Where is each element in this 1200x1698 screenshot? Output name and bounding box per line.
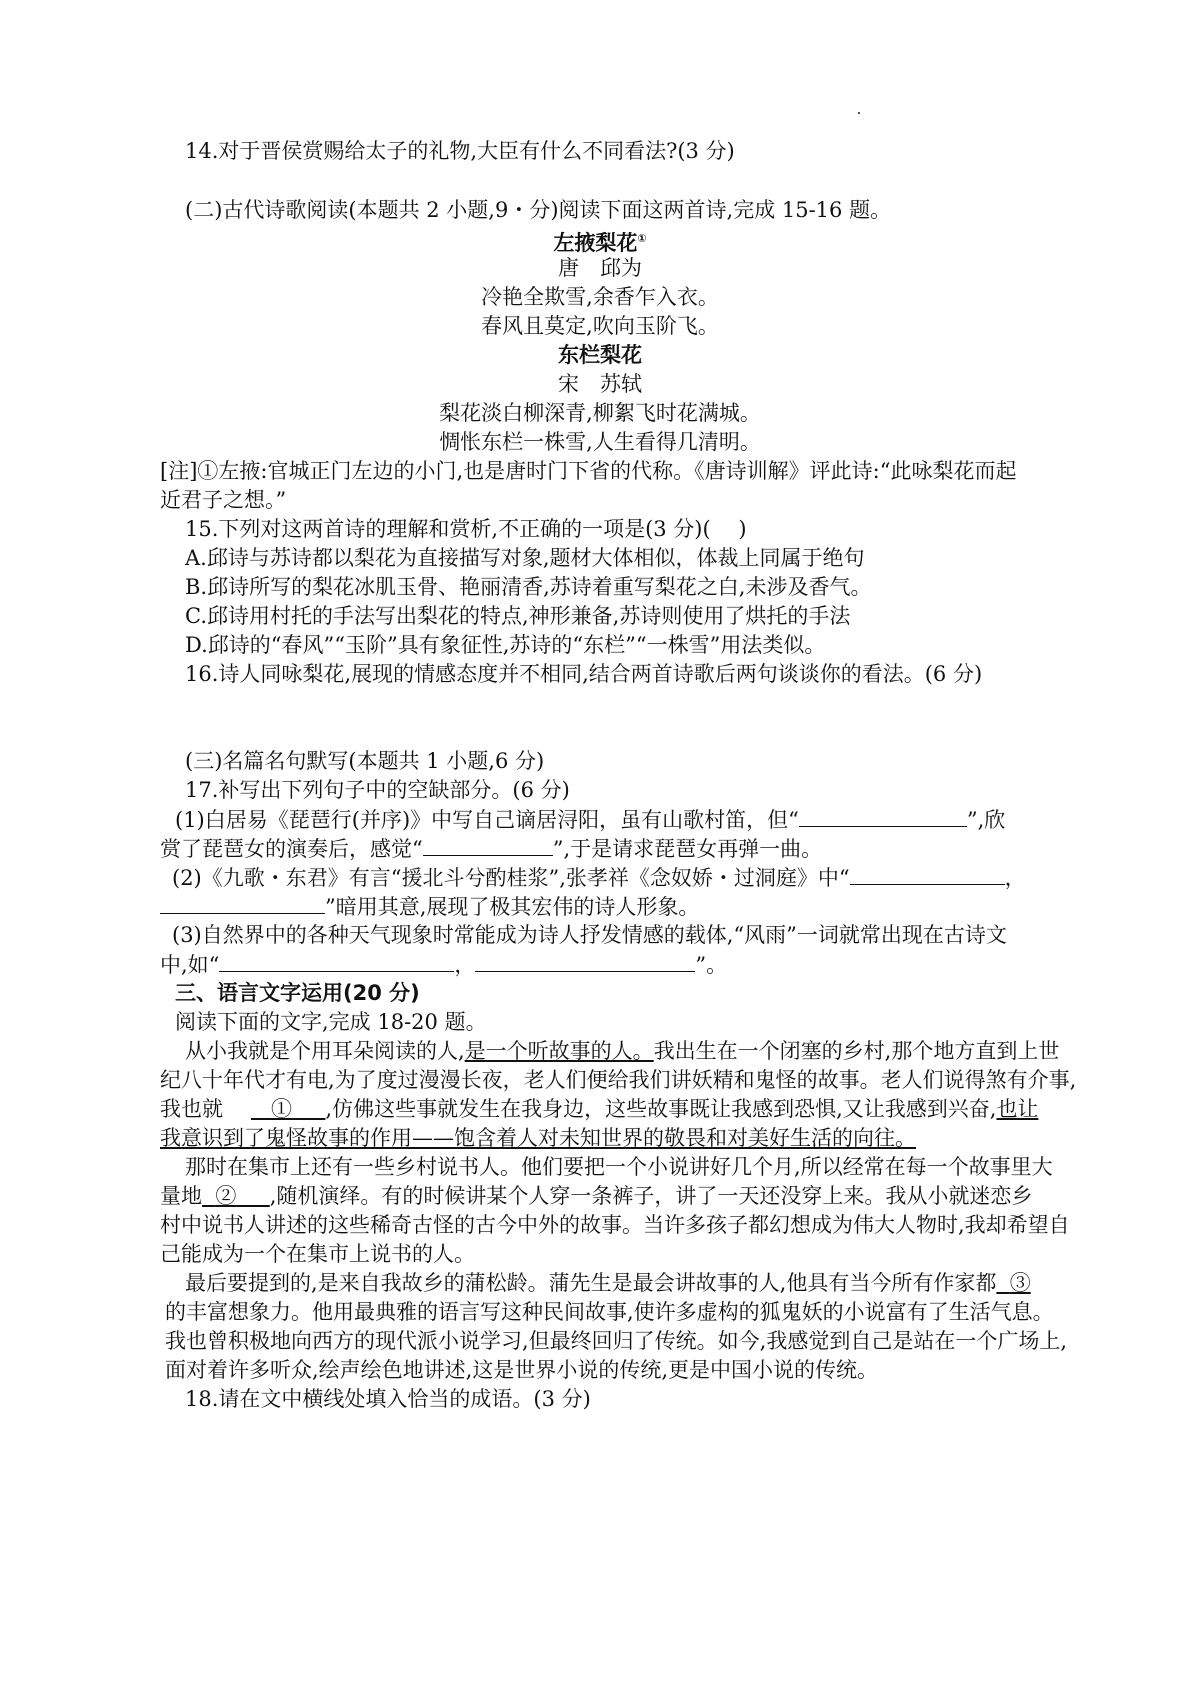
note-line-2: 近君子之想。”: [160, 488, 287, 512]
poem-1-title-text: 左掖梨花: [553, 231, 638, 255]
passage-p2-line-3: 村中说书人讲述的这些稀奇古怪的古今中外的故事。当许多孩子都幻想成为伟大人物时,我却希望自: [160, 1213, 1070, 1237]
part-3-header: 三、语言文字运用(20 分): [175, 981, 420, 1005]
poem-1-author: 唐 邱为: [558, 256, 642, 280]
question-15-stem: 15.下列对这两首诗的理解和赏析,不正确的一项是(3 分)( ): [185, 517, 747, 541]
answer-blank[interactable]: [475, 949, 695, 972]
question-17-part-3-line-1: (3)自然界中的各种天气现象时常能成为诗人抒发情感的载体,“风雨”一词就常出现在古诗文: [172, 923, 1007, 947]
passage-p3-line-4: 面对着许多听众,绘声绘色地讲述,这是世界小说的传统,更是中国小说的传统。: [165, 1358, 879, 1382]
blank-2[interactable]: ②: [215, 1184, 237, 1208]
passage-p1-line-1: 从小我就是个用耳朵阅读的人,是一个听故事的人。我出生在一个闭塞的乡村,那个地方直到上世: [185, 1039, 1060, 1063]
question-15-option-d: D.邱诗的“春风”“玉阶”具有象征性,苏诗的“东栏”“一株雪”用法类似。: [185, 633, 826, 657]
poem-2-author: 宋 苏轼: [558, 372, 642, 396]
passage-p1-line-3: 我也就 ① ,仿佛这些事就发生在我身边，这些故事既让我感到恐惧,又让我感到兴奋,也让: [160, 1097, 1039, 1121]
question-16: 16.诗人同咏梨花,展现的情感态度并不相同,结合两首诗歌后两句谈谈你的看法。(6 分): [185, 662, 983, 686]
question-17-part-3-line-2: 中,如“ ， ”。: [160, 949, 1065, 980]
question-17-part-2-line-1: (2)《九歌・东君》有言“援北斗兮酌桂浆”,张孝祥《念奴娇・过洞庭》中“ ，: [172, 862, 1065, 893]
passage-p3-line-2: 的丰富想象力。他用最典雅的语言写这种民间故事,使许多虚构的狐鬼妖的小说富有了生活气息。: [165, 1300, 1054, 1324]
passage-p1-line-4: 我意识到了鬼怪故事的作用——饱含着人对未知世界的敬畏和对美好生活的向往。: [160, 1126, 916, 1150]
answer-blank[interactable]: [850, 862, 1005, 885]
scan-dot: [858, 112, 860, 114]
passage-p2-line-4: 己能成为一个在集市上说书的人。: [160, 1242, 475, 1266]
poem-1-note-mark: ①: [637, 232, 647, 245]
question-15-option-c: C.邱诗用村托的手法写出梨花的特点,神形兼备,苏诗则使用了烘托的手法: [185, 604, 851, 628]
question-17-stem: 17.补写出下列句子中的空缺部分。(6 分): [185, 778, 570, 802]
blank-1[interactable]: ①: [271, 1097, 293, 1121]
note-line-1: [注]①左掖:官城正门左边的小门,也是唐时门下省的代称。《唐诗训解》评此诗:“此咏梨花而起: [160, 459, 1017, 483]
section-3-header: (三)名篇名句默写(本题共 1 小题,6 分): [185, 749, 545, 773]
question-17-part-1-line-1: (1)白居易《琵琶行(并序)》中写自己谪居浔阳，虽有山歌村笛，但“ ”,欣: [175, 804, 1065, 835]
question-18: 18.请在文中横线处填入恰当的成语。(3 分): [185, 1387, 591, 1411]
passage-p3-line-1: 最后要提到的,是来自我故乡的蒲松龄。蒲先生是最会讲故事的人,他具有当今所有作家都 ③: [185, 1271, 1031, 1295]
answer-blank[interactable]: [219, 949, 454, 972]
passage-p2-line-1: 那时在集市上还有一些乡村说书人。他们要把一个小说讲好几个月,所以经常在每一个故事里大: [185, 1155, 1053, 1179]
passage-p3-line-3: 我也曾积极地向西方的现代派小说学习,但最终回归了传统。如今,我感觉到自己是站在一个广场上,: [165, 1329, 1068, 1353]
poem-1-line-2: 春风且莫定,吹向玉阶飞。: [481, 314, 719, 338]
poem-1-line-1: 冷艳全欺雪,余香乍入衣。: [481, 285, 719, 309]
answer-blank[interactable]: [423, 833, 553, 856]
question-17-part-1-line-2: 赏了琵琶女的演奏后，感觉“ ”,于是请求琵琶女再弹一曲。: [160, 833, 1065, 864]
question-15-option-a: A.邱诗与苏诗都以梨花为直接描写对象,题材大体相似，体裁上同属于绝句: [185, 546, 865, 570]
poem-2-line-1: 梨花淡白柳深青,柳絮飞时花满城。: [439, 401, 761, 425]
question-14: 14.对于晋侯赏赐给太子的礼物,大臣有什么不同看法?(3 分): [185, 139, 735, 163]
blank-3[interactable]: ③: [1009, 1271, 1031, 1295]
reading-intro: 阅读下面的文字,完成 18-20 题。: [175, 1010, 487, 1034]
question-17-part-2-line-2: ”暗用其意,展现了极其宏伟的诗人形象。: [160, 891, 1065, 922]
question-15-option-b: B.邱诗所写的梨花冰肌玉骨、艳丽清香,苏诗着重写梨花之白,未涉及香气。: [185, 575, 872, 599]
answer-blank[interactable]: [799, 804, 967, 827]
poem-2-line-2: 惆怅东栏一株雪,人生看得几清明。: [439, 430, 761, 454]
section-2-header: (二)古代诗歌阅读(本题共 2 小题,9・分)阅读下面这两首诗,完成 15-16 题。: [185, 198, 892, 222]
answer-blank[interactable]: [160, 891, 325, 914]
passage-p1-line-2: 纪八十年代才有电,为了度过漫漫长夜，老人们便给我们讲妖精和鬼怪的故事。老人们说得煞有介事,: [160, 1068, 1077, 1092]
passage-p2-line-2: 量地 ② ,随机演绎。有的时候讲某个人穿一条裤子，讲了一天还没穿上来。我从小就迷恋乡: [160, 1184, 1033, 1208]
poem-2-title: 东栏梨花: [558, 343, 642, 367]
